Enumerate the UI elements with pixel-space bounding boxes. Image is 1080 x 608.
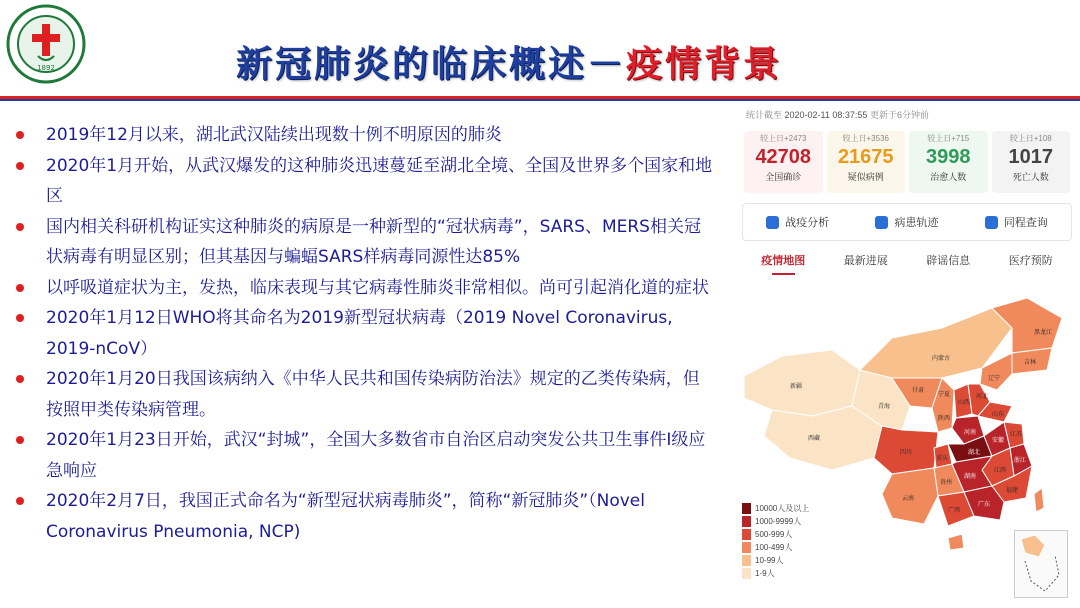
bullet-item: 2020年1月23日开始，武汉“封城”，全国大多数省市自治区启动突发公共卫生事件Ⅰ级应急响应 [14, 425, 714, 486]
tab-medical-prevention[interactable]: 医疗预防 [1008, 255, 1053, 267]
bullet-item: 2020年1月20日我国该病纳入《中华人民共和国传染病防治法》规定的乙类传染病，但按照甲类传染病管理。 [14, 364, 714, 425]
bullet-list [14, 120, 714, 547]
stat-cured[interactable]: 较上日+715 3998 治愈人数 [909, 131, 988, 193]
svg-text:新疆: 新疆 [790, 384, 803, 390]
patient-track-button[interactable]: 病患轨迹 [852, 214, 961, 230]
page-title [236, 36, 782, 87]
same-trip-query-button[interactable]: 同程查询 [962, 214, 1071, 230]
svg-text:西藏: 西藏 [808, 436, 821, 442]
svg-text:河南: 河南 [964, 430, 977, 436]
svg-text:黑龙江: 黑龙江 [1034, 330, 1053, 336]
legend-item: 10000人及以上 [742, 502, 809, 515]
bullet-item: 2020年2月7日，我国正式命名为“新型冠状病毒肺炎”，简称“新冠肺炎”（Novel Coronavirus Pneumonia, NCP) [14, 486, 714, 547]
legend-item: 1-9人 [742, 567, 809, 580]
svg-text:甘肃: 甘肃 [912, 388, 925, 394]
legend-item: 10-99人 [742, 554, 809, 567]
legend-item: 100-499人 [742, 541, 809, 554]
bullet-item: 国内相关科研机构证实这种肺炎的病原是一种新型的“冠状病毒”，SARS、MERS相关冠状病毒有明显区别；但其基因与蝙蝠SARS样病毒同源性达85% [14, 212, 714, 273]
svg-text:四川: 四川 [900, 450, 913, 456]
stats-timestamp: 统计截至 2020-02-11 08:37:55 更新于6分钟前 [746, 110, 929, 120]
panel-tabs [742, 251, 1072, 273]
bullet-item: 以呼吸道症状为主，发热，临床表现与其它病毒性肺炎非常相似。尚可引起消化道的症状 [14, 273, 714, 304]
svg-text:江苏: 江苏 [1010, 432, 1023, 438]
bullet-dot-icon [16, 497, 24, 505]
region-xizang [764, 406, 882, 470]
svg-text:陕西: 陕西 [938, 416, 951, 422]
bullet-dot-icon [16, 314, 24, 322]
svg-text:江西: 江西 [994, 468, 1007, 474]
tab-rumor-info[interactable]: 辟谣信息 [926, 255, 971, 267]
svg-text:浙江: 浙江 [1014, 458, 1027, 464]
bullet-dot-icon [16, 162, 24, 170]
tool-bar [742, 203, 1072, 241]
region-hainan [948, 534, 964, 550]
svg-text:辽宁: 辽宁 [988, 376, 1001, 382]
bullet-dot-icon [16, 223, 24, 231]
svg-text:山东: 山东 [992, 412, 1005, 418]
stat-confirmed[interactable]: 较上日+2473 42708 全国确诊 [744, 131, 823, 193]
svg-text:湖南: 湖南 [964, 474, 977, 480]
bullet-item: 2019年12月以来，湖北武汉陆续出现数十例不明原因的肺炎 [14, 120, 714, 151]
university-logo [6, 4, 86, 84]
svg-text:安徽: 安徽 [992, 438, 1005, 444]
stat-suspected[interactable]: 较上日+3536 21675 疑似病例 [827, 131, 906, 193]
svg-text:贵州: 贵州 [940, 480, 953, 486]
map-legend [742, 502, 809, 580]
svg-text:河北: 河北 [976, 394, 989, 400]
bullet-item: 2020年1月12日WHO将其命名为2019新型冠状病毒（2019 Novel Coronavirus, 2019-nCoV） [14, 303, 714, 364]
svg-text:湖北: 湖北 [968, 450, 981, 456]
svg-text:广西: 广西 [948, 508, 961, 514]
svg-text:山西: 山西 [958, 400, 971, 406]
legend-item: 500-999人 [742, 528, 809, 541]
svg-text:广东: 广东 [978, 502, 991, 508]
svg-text:福建: 福建 [1006, 488, 1019, 494]
location-pin-icon [875, 216, 888, 229]
bullet-item: 2020年1月开始，从武汉爆发的这种肺炎迅速蔓延至湖北全境、全国及世界多个国家和地区 [14, 151, 714, 212]
region-xinjiang [744, 350, 860, 416]
bullet-dot-icon [16, 375, 24, 383]
svg-text:内蒙古: 内蒙古 [932, 356, 951, 362]
region-taiwan [1034, 488, 1044, 512]
train-icon [985, 216, 998, 229]
tab-epidemic-map[interactable]: 疫情地图 [742, 251, 825, 273]
bullet-dot-icon [16, 284, 24, 292]
svg-text:重庆: 重庆 [936, 456, 949, 462]
bullet-dot-icon [16, 436, 24, 444]
tab-latest-progress[interactable]: 最新进展 [843, 255, 888, 267]
svg-text:青海: 青海 [878, 404, 891, 410]
stats-row [742, 131, 1072, 193]
epidemic-panel [742, 108, 1072, 604]
analysis-button[interactable]: 战疫分析 [743, 214, 852, 230]
bullet-dot-icon [16, 131, 24, 139]
svg-text:云南: 云南 [902, 496, 915, 502]
svg-text:吉林: 吉林 [1024, 360, 1037, 366]
logo-year: 1892 [37, 64, 55, 72]
legend-item: 1000-9999人 [742, 515, 809, 528]
header-rule-blue [0, 99, 1080, 101]
stat-deaths[interactable]: 较上日+108 1017 死亡人数 [992, 131, 1071, 193]
svg-text:宁夏: 宁夏 [938, 392, 951, 398]
analysis-icon [766, 216, 779, 229]
south-china-sea-inset [1014, 530, 1068, 598]
title-main: 新冠肺炎的临床概述－ [236, 43, 627, 85]
title-accent: 疫情背景 [626, 43, 783, 85]
